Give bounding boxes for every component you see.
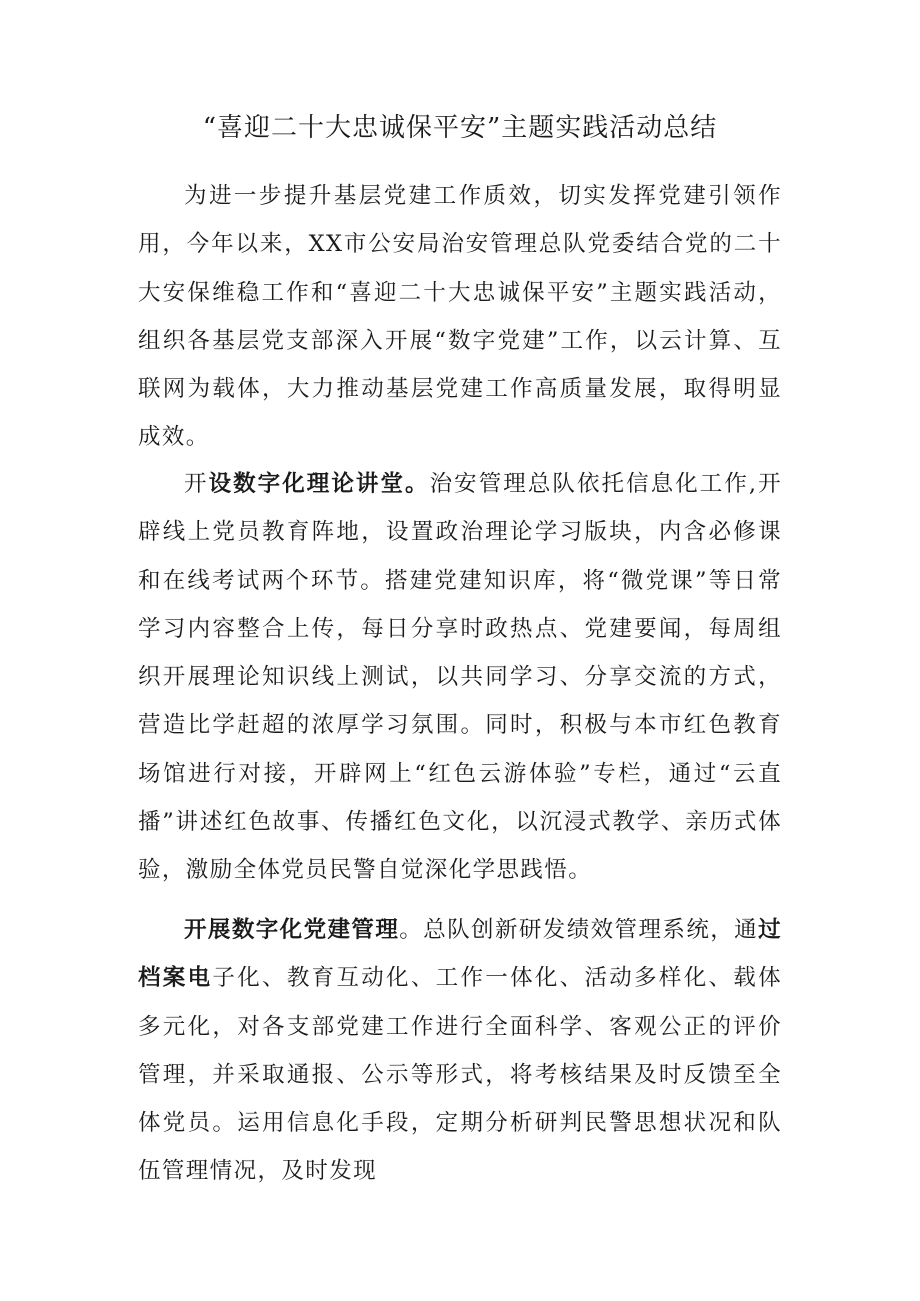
document-title: “喜迎二十大忠诚保平安”主题实践活动总结 [202, 113, 718, 143]
theory-lecture-text: 治安管理总队依托信息化工作,开辟线上党员教育阵地，设置政治理论学习版块，内含必修课和在线考试两个环节。搭建党建知识库，将“微党课”等日常学习内容整合上传，每日分享时政热点、党建要闻，每周组织开展理论知识线上测试，以共同学习、分享交流的方式，营造比学赶超的浓厚学习氛围。同时，积极与本市红色教育场馆进行对接，开辟网上“红色云游体验”专栏，通过“云直播”讲述红色故事、传播红色文化，以沉浸式教学、亲历式体验，激励全体党员民警自觉深化学思践悟。 [138, 471, 782, 884]
party-management-paragraph [138, 906, 782, 1196]
intro-paragraph-text: 为进一步提升基层党建工作质效，切实发挥党建引领作用，今年以来，XX市公安局治安管理总队党委结合党的二十大安保维稳工作和“喜迎二十大忠诚保平安”主题实践活动，组织各基层党支部深入开展“数字党建”工作，以云计算、互联网为载体，大力推动基层党建工作高质量发展，取得明显成效。 [138, 183, 782, 451]
theory-lecture-lead-plain: 开 [184, 471, 209, 497]
intro-paragraph [138, 172, 782, 462]
party-management-text-a: 。总队创新研发绩效管理系统，通 [399, 917, 759, 943]
party-management-bold-mid: 过档案电 [138, 917, 782, 992]
party-management-text-b: 子化、教育互动化、工作一体化、活动多样化、载体多元化，对各支部党建工作进行全面科学、客观公正的评价管理，并采取通报、公示等形式，将考核结果及时反馈至全体党员。运用信息化手段，定期分析研判民警思想状况和队伍管理情况，及时发现 [138, 965, 783, 1185]
theory-lecture-paragraph [138, 460, 782, 895]
theory-lecture-heading: 设数字化理论讲堂。 [208, 471, 430, 497]
party-management-heading: 开展数字化党建管理 [184, 917, 400, 943]
